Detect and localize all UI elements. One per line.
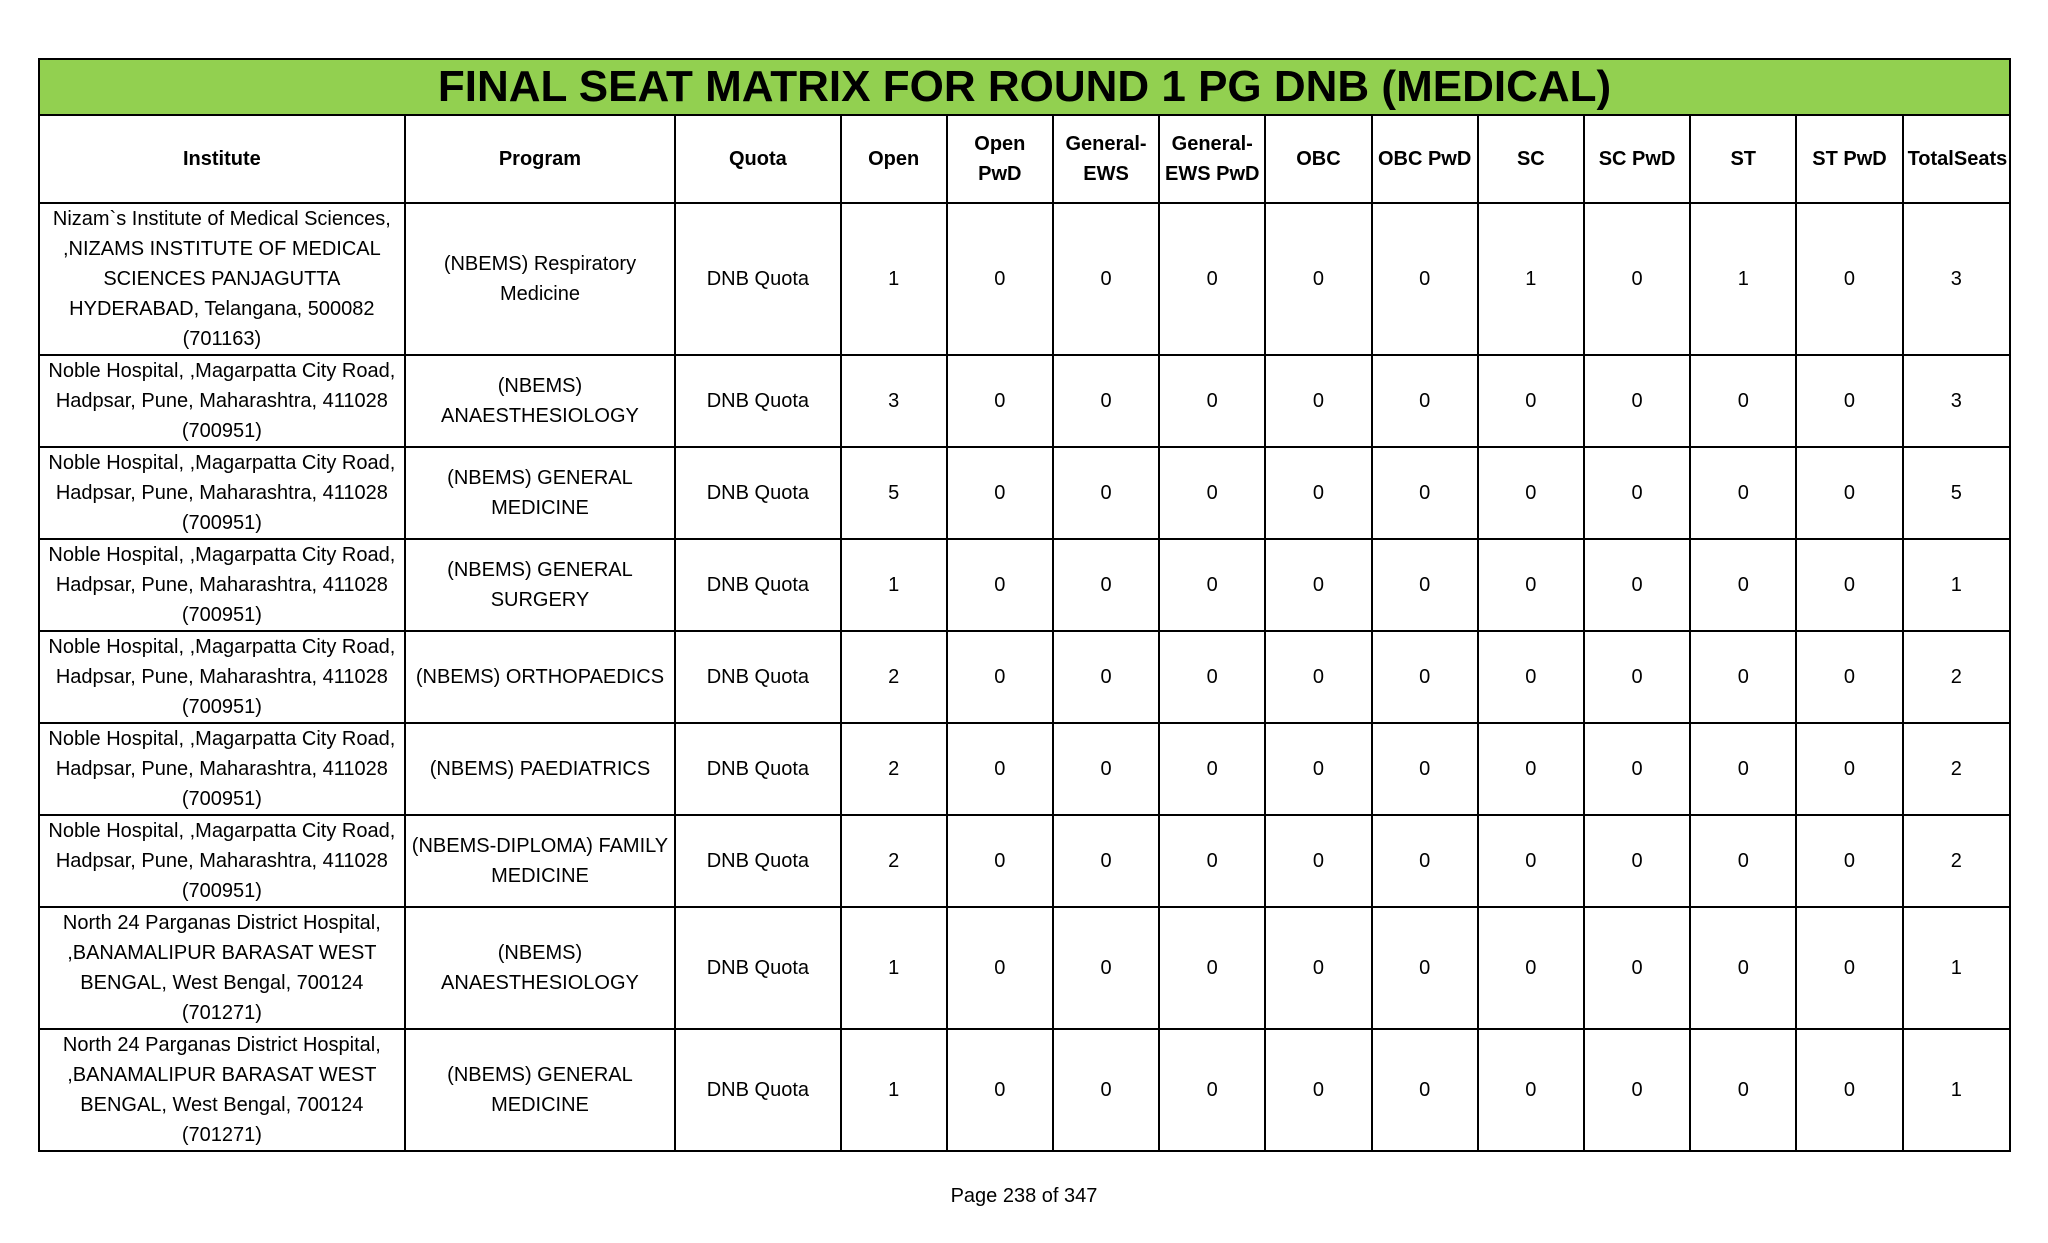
table-cell: 0	[947, 815, 1053, 907]
table-cell: 0	[1265, 723, 1371, 815]
table-cell: DNB Quota	[675, 203, 840, 355]
table-cell: 0	[1584, 723, 1690, 815]
table-cell: 2	[1903, 815, 2010, 907]
table-cell: 0	[1265, 1029, 1371, 1151]
table-cell: 1	[1690, 203, 1796, 355]
table-cell: 0	[1796, 1029, 1902, 1151]
table-cell: 0	[947, 203, 1053, 355]
table-cell: 0	[1690, 355, 1796, 447]
column-header: Quota	[675, 115, 840, 203]
table-cell: 1	[1903, 539, 2010, 631]
table-cell: 3	[1903, 203, 2010, 355]
table-cell: 0	[1584, 539, 1690, 631]
table-cell: 0	[1584, 907, 1690, 1029]
table-cell: Nizam`s Institute of Medical Sciences, ,NIZAMS INSTITUTE OF MEDICAL SCIENCES PANJAGUTTA HYDERABAD, Telangana, 500082 (701163)	[39, 203, 405, 355]
table-cell: 0	[1159, 447, 1265, 539]
seat-matrix-table	[38, 58, 2011, 1152]
table-cell: 0	[1159, 723, 1265, 815]
table-cell: (NBEMS) PAEDIATRICS	[405, 723, 676, 815]
table-cell: North 24 Parganas District Hospital, ,BANAMALIPUR BARASAT WEST BENGAL, West Bengal, 700124 (701271)	[39, 1029, 405, 1151]
table-row	[39, 631, 2010, 723]
table-cell: 0	[1053, 1029, 1159, 1151]
table-cell: 2	[841, 723, 947, 815]
table-cell: DNB Quota	[675, 631, 840, 723]
table-cell: 0	[1478, 815, 1584, 907]
table-cell: (NBEMS) ANAESTHESIOLOGY	[405, 907, 676, 1029]
table-cell: (NBEMS) Respiratory Medicine	[405, 203, 676, 355]
table-cell: 3	[1903, 355, 2010, 447]
page-number: Page 238 of 347	[950, 1185, 1098, 1207]
table-cell: Noble Hospital, ,Magarpatta City Road, Hadpsar, Pune, Maharashtra, 411028 (700951)	[39, 723, 405, 815]
table-cell: 0	[1690, 815, 1796, 907]
table-cell: 0	[1796, 203, 1902, 355]
table-cell: 0	[1053, 815, 1159, 907]
table-cell: (NBEMS) GENERAL MEDICINE	[405, 447, 676, 539]
column-header: ST PwD	[1796, 115, 1902, 203]
table-cell: 0	[1796, 539, 1902, 631]
table-cell: Noble Hospital, ,Magarpatta City Road, Hadpsar, Pune, Maharashtra, 411028 (700951)	[39, 355, 405, 447]
column-header: Institute	[39, 115, 405, 203]
column-header: Program	[405, 115, 676, 203]
table-cell: 0	[947, 907, 1053, 1029]
table-cell: 0	[1372, 355, 1478, 447]
table-cell: 0	[947, 355, 1053, 447]
table-cell: 0	[947, 447, 1053, 539]
table-cell: 0	[1265, 815, 1371, 907]
table-cell: 0	[1796, 815, 1902, 907]
table-cell: DNB Quota	[675, 355, 840, 447]
table-cell: DNB Quota	[675, 723, 840, 815]
table-cell: 0	[1478, 907, 1584, 1029]
table-cell: 0	[1796, 355, 1902, 447]
table-cell: (NBEMS) ANAESTHESIOLOGY	[405, 355, 676, 447]
table-cell: 0	[947, 723, 1053, 815]
table-cell: 0	[947, 539, 1053, 631]
table-cell: 0	[947, 631, 1053, 723]
table-row	[39, 539, 2010, 631]
column-header: SC PwD	[1584, 115, 1690, 203]
table-cell: 1	[841, 1029, 947, 1151]
table-cell: 1	[1478, 203, 1584, 355]
table-cell: DNB Quota	[675, 447, 840, 539]
table-cell: DNB Quota	[675, 907, 840, 1029]
table-cell: 0	[1796, 447, 1902, 539]
table-cell: 0	[947, 1029, 1053, 1151]
table-cell: 0	[1478, 1029, 1584, 1151]
table-cell: (NBEMS) GENERAL MEDICINE	[405, 1029, 676, 1151]
table-cell: 0	[1053, 631, 1159, 723]
table-cell: Noble Hospital, ,Magarpatta City Road, Hadpsar, Pune, Maharashtra, 411028 (700951)	[39, 815, 405, 907]
table-cell: 0	[1478, 723, 1584, 815]
table-row	[39, 1029, 2010, 1151]
seat-matrix-sheet	[38, 58, 2011, 1152]
table-cell: 1	[841, 539, 947, 631]
table-cell: 0	[1372, 907, 1478, 1029]
column-header: OBC	[1265, 115, 1371, 203]
table-cell: 0	[1372, 1029, 1478, 1151]
table-cell: 0	[1265, 907, 1371, 1029]
table-cell: 0	[1372, 539, 1478, 631]
table-cell: DNB Quota	[675, 539, 840, 631]
table-cell: 0	[1053, 539, 1159, 631]
table-cell: 0	[1584, 447, 1690, 539]
column-header: General-EWS PwD	[1159, 115, 1265, 203]
table-cell: 0	[1372, 723, 1478, 815]
table-row	[39, 355, 2010, 447]
table-cell: 0	[1265, 355, 1371, 447]
table-cell: 1	[1903, 1029, 2010, 1151]
table-cell: DNB Quota	[675, 1029, 840, 1151]
table-cell: 0	[1372, 203, 1478, 355]
table-title: FINAL SEAT MATRIX FOR ROUND 1 PG DNB (MEDICAL)	[39, 59, 2010, 115]
table-cell: 2	[841, 631, 947, 723]
table-cell: 0	[1265, 631, 1371, 723]
table-cell: 0	[1584, 1029, 1690, 1151]
table-cell: Noble Hospital, ,Magarpatta City Road, Hadpsar, Pune, Maharashtra, 411028 (700951)	[39, 447, 405, 539]
table-cell: 0	[1478, 355, 1584, 447]
table-cell: 0	[1053, 203, 1159, 355]
table-cell: 2	[1903, 723, 2010, 815]
table-cell: 0	[1584, 631, 1690, 723]
table-cell: 0	[1478, 539, 1584, 631]
table-cell: 0	[1053, 723, 1159, 815]
table-cell: 0	[1159, 203, 1265, 355]
table-cell: 1	[841, 907, 947, 1029]
table-row	[39, 815, 2010, 907]
table-cell: 0	[1159, 539, 1265, 631]
table-cell: 0	[1584, 815, 1690, 907]
table-cell: North 24 Parganas District Hospital, ,BANAMALIPUR BARASAT WEST BENGAL, West Bengal, 700124 (701271)	[39, 907, 405, 1029]
table-cell: 0	[1796, 631, 1902, 723]
table-cell: (NBEMS) ORTHOPAEDICS	[405, 631, 676, 723]
table-cell: 0	[1159, 631, 1265, 723]
table-cell: 0	[1053, 355, 1159, 447]
table-cell: 0	[1796, 723, 1902, 815]
table-cell: 0	[1690, 1029, 1796, 1151]
table-cell: 1	[841, 203, 947, 355]
column-header: ST	[1690, 115, 1796, 203]
table-cell: (NBEMS) GENERAL SURGERY	[405, 539, 676, 631]
table-cell: 0	[1159, 907, 1265, 1029]
table-cell: 5	[1903, 447, 2010, 539]
table-cell: 3	[841, 355, 947, 447]
table-row	[39, 203, 2010, 355]
column-header: Open PwD	[947, 115, 1053, 203]
table-cell: 0	[1372, 815, 1478, 907]
table-cell: 0	[1372, 447, 1478, 539]
table-cell: 1	[1903, 907, 2010, 1029]
table-row	[39, 447, 2010, 539]
table-cell: 0	[1478, 447, 1584, 539]
table-cell: 5	[841, 447, 947, 539]
table-cell: 0	[1478, 631, 1584, 723]
table-cell: 0	[1690, 447, 1796, 539]
table-row	[39, 907, 2010, 1029]
column-header: TotalSeats	[1903, 115, 2010, 203]
table-body	[39, 203, 2010, 1151]
column-header: General-EWS	[1053, 115, 1159, 203]
table-cell: 0	[1159, 815, 1265, 907]
header-row	[39, 115, 2010, 203]
table-cell: 0	[1690, 631, 1796, 723]
table-cell: Noble Hospital, ,Magarpatta City Road, Hadpsar, Pune, Maharashtra, 411028 (700951)	[39, 539, 405, 631]
column-header: OBC PwD	[1372, 115, 1478, 203]
table-cell: 0	[1690, 539, 1796, 631]
table-cell: DNB Quota	[675, 815, 840, 907]
table-cell: 0	[1159, 355, 1265, 447]
table-cell: 0	[1372, 631, 1478, 723]
table-cell: 0	[1584, 355, 1690, 447]
table-cell: 0	[1690, 723, 1796, 815]
table-cell: Noble Hospital, ,Magarpatta City Road, Hadpsar, Pune, Maharashtra, 411028 (700951)	[39, 631, 405, 723]
table-cell: 0	[1053, 907, 1159, 1029]
table-cell: 0	[1796, 907, 1902, 1029]
table-cell: 0	[1053, 447, 1159, 539]
table-cell: 2	[841, 815, 947, 907]
table-cell: 0	[1265, 203, 1371, 355]
table-cell: 2	[1903, 631, 2010, 723]
table-cell: 0	[1265, 539, 1371, 631]
table-cell: 0	[1584, 203, 1690, 355]
table-cell: 0	[1159, 1029, 1265, 1151]
table-cell: (NBEMS-DIPLOMA) FAMILY MEDICINE	[405, 815, 676, 907]
table-cell: 0	[1265, 447, 1371, 539]
column-header: Open	[841, 115, 947, 203]
column-header: SC	[1478, 115, 1584, 203]
table-cell: 0	[1690, 907, 1796, 1029]
table-row	[39, 723, 2010, 815]
